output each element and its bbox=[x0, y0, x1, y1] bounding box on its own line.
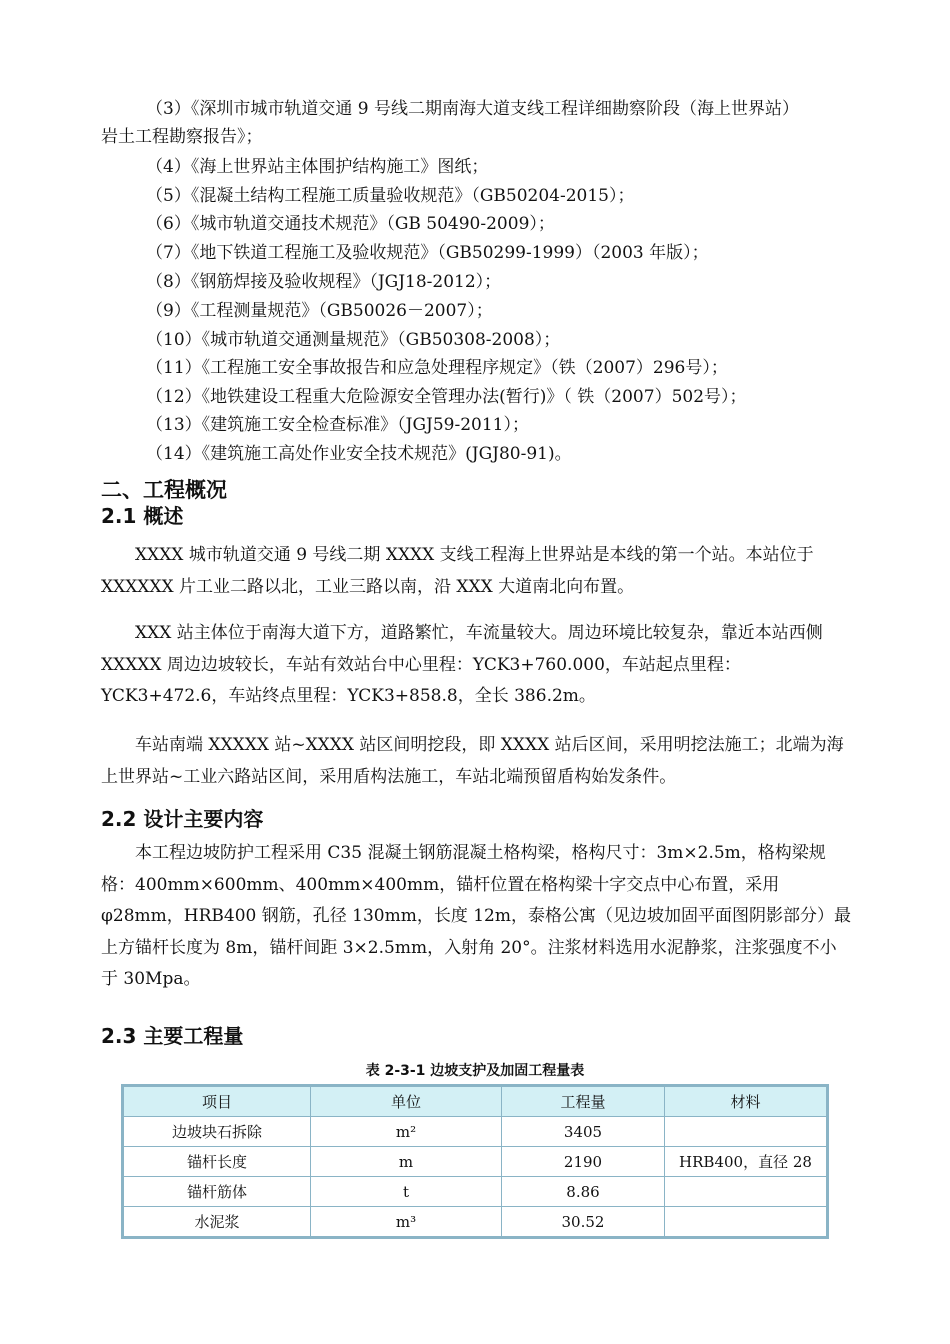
reference-item: （13）《建筑施工安全检查标准》（JGJ59-2011）； bbox=[146, 415, 529, 435]
column-header: 工程量 bbox=[502, 1086, 665, 1117]
table-cell bbox=[665, 1207, 828, 1238]
table-cell: m bbox=[311, 1147, 502, 1177]
table-row bbox=[123, 1117, 828, 1147]
table-cell: 边坡块石拆除 bbox=[123, 1117, 311, 1147]
table-cell: 锚杆筋体 bbox=[123, 1177, 311, 1207]
reference-item: （7）《地下铁道工程施工及验收规范》（GB50299-1999）（2003 年版）； bbox=[146, 243, 709, 263]
reference-item-continuation: 岩土工程勘察报告》； bbox=[101, 127, 263, 147]
table-cell: 2190 bbox=[502, 1147, 665, 1177]
reference-item: （9）《工程测量规范》（GB50026－2007）； bbox=[146, 301, 493, 321]
subsection-heading: 2.2 设计主要内容 bbox=[101, 807, 264, 831]
quantity-table bbox=[121, 1084, 829, 1239]
reference-item: （14）《建筑施工高处作业安全技术规范》(JGJ80-91)。 bbox=[146, 444, 572, 464]
section-heading: 二、工程概况 bbox=[101, 478, 227, 502]
table-cell: 30.52 bbox=[502, 1207, 665, 1238]
table-cell: HRB400，直径 28 bbox=[665, 1147, 828, 1177]
reference-item: （12）《地铁建设工程重大危险源安全管理办法(暂行)》（ 铁（2007）502号）； bbox=[146, 387, 747, 407]
table-cell: 水泥浆 bbox=[123, 1207, 311, 1238]
table-cell bbox=[665, 1117, 828, 1147]
table-cell bbox=[665, 1177, 828, 1207]
reference-item: （3）《深圳市城市轨道交通 9 号线二期南海大道支线工程详细勘察阶段（海上世界站） bbox=[146, 99, 799, 119]
table-cell: 3405 bbox=[502, 1117, 665, 1147]
column-header: 项目 bbox=[123, 1086, 311, 1117]
paragraph: XXXX 城市轨道交通 9 号线二期 XXXX 支线工程海上世界站是本线的第一个站。本站位于 XXXXXX 片工业二路以北，工业三路以南，沿 XXX 大道南北向布置。 bbox=[101, 545, 814, 597]
subsection-heading: 2.1 概述 bbox=[101, 504, 184, 528]
table-header-row bbox=[123, 1086, 828, 1117]
paragraph: 车站南端 XXXXX 站~XXXX 站区间明挖段，即 XXXX 站后区间，采用明挖法施工；北端为海上世界站~工业六路站区间，采用盾构法施工，车站北端预留盾构始发条件。 bbox=[101, 735, 844, 787]
table-caption: 表 2-3-1 边坡支护及加固工程量表 bbox=[365, 1063, 585, 1079]
table-cell: 锚杆长度 bbox=[123, 1147, 311, 1177]
table-cell: 8.86 bbox=[502, 1177, 665, 1207]
paragraph: XXX 站主体位于南海大道下方，道路繁忙，车流量较大。周边环境比较复杂，靠近本站西侧 XXXXX 周边边坡较长，车站有效站台中心里程：YCK3+760.000，车站起点里程：YCK3+472.6，车站终点里程：YCK3+858.8，全长 386.2m。 bbox=[101, 623, 823, 706]
table-cell: t bbox=[311, 1177, 502, 1207]
reference-item: （8）《钢筋焊接及验收规程》（JGJ18-2012）； bbox=[146, 272, 502, 292]
subsection-heading: 2.3 主要工程量 bbox=[101, 1024, 244, 1048]
table-row bbox=[123, 1207, 828, 1238]
table-row bbox=[123, 1177, 828, 1207]
table-cell: m³ bbox=[311, 1207, 502, 1238]
paragraph: 本工程边坡防护工程采用 C35 混凝土钢筋混凝土格构梁，格构尺寸：3m×2.5m，格构梁规格：400mm×600mm、400mm×400mm，锚杆位置在格构梁十字交点中心布置，采用φ28mm，HRB400 钢筋，孔径 130mm，长度 12m，泰格公寓（见边坡加固平面图阴影部分）最上方锚杆长度为 8m，锚杆间距 3×2.5mm，入射角 20°。注浆材料选用水泥静浆，注浆强度不小于 30Mpa。 bbox=[101, 843, 851, 989]
column-header: 材料 bbox=[665, 1086, 828, 1117]
table-cell: m² bbox=[311, 1117, 502, 1147]
reference-item: （10）《城市轨道交通测量规范》（GB50308-2008）； bbox=[146, 330, 561, 350]
reference-item: （5）《混凝土结构工程施工质量验收规范》（GB50204-2015）； bbox=[146, 186, 635, 206]
reference-item: （4）《海上世界站主体围护结构施工》图纸； bbox=[146, 157, 489, 177]
table-row bbox=[123, 1147, 828, 1177]
reference-item: （6）《城市轨道交通技术规范》（GB 50490-2009）； bbox=[146, 214, 555, 234]
reference-item: （11）《工程施工安全事故报告和应急处理程序规定》（铁（2007）296号）； bbox=[146, 358, 728, 378]
column-header: 单位 bbox=[311, 1086, 502, 1117]
